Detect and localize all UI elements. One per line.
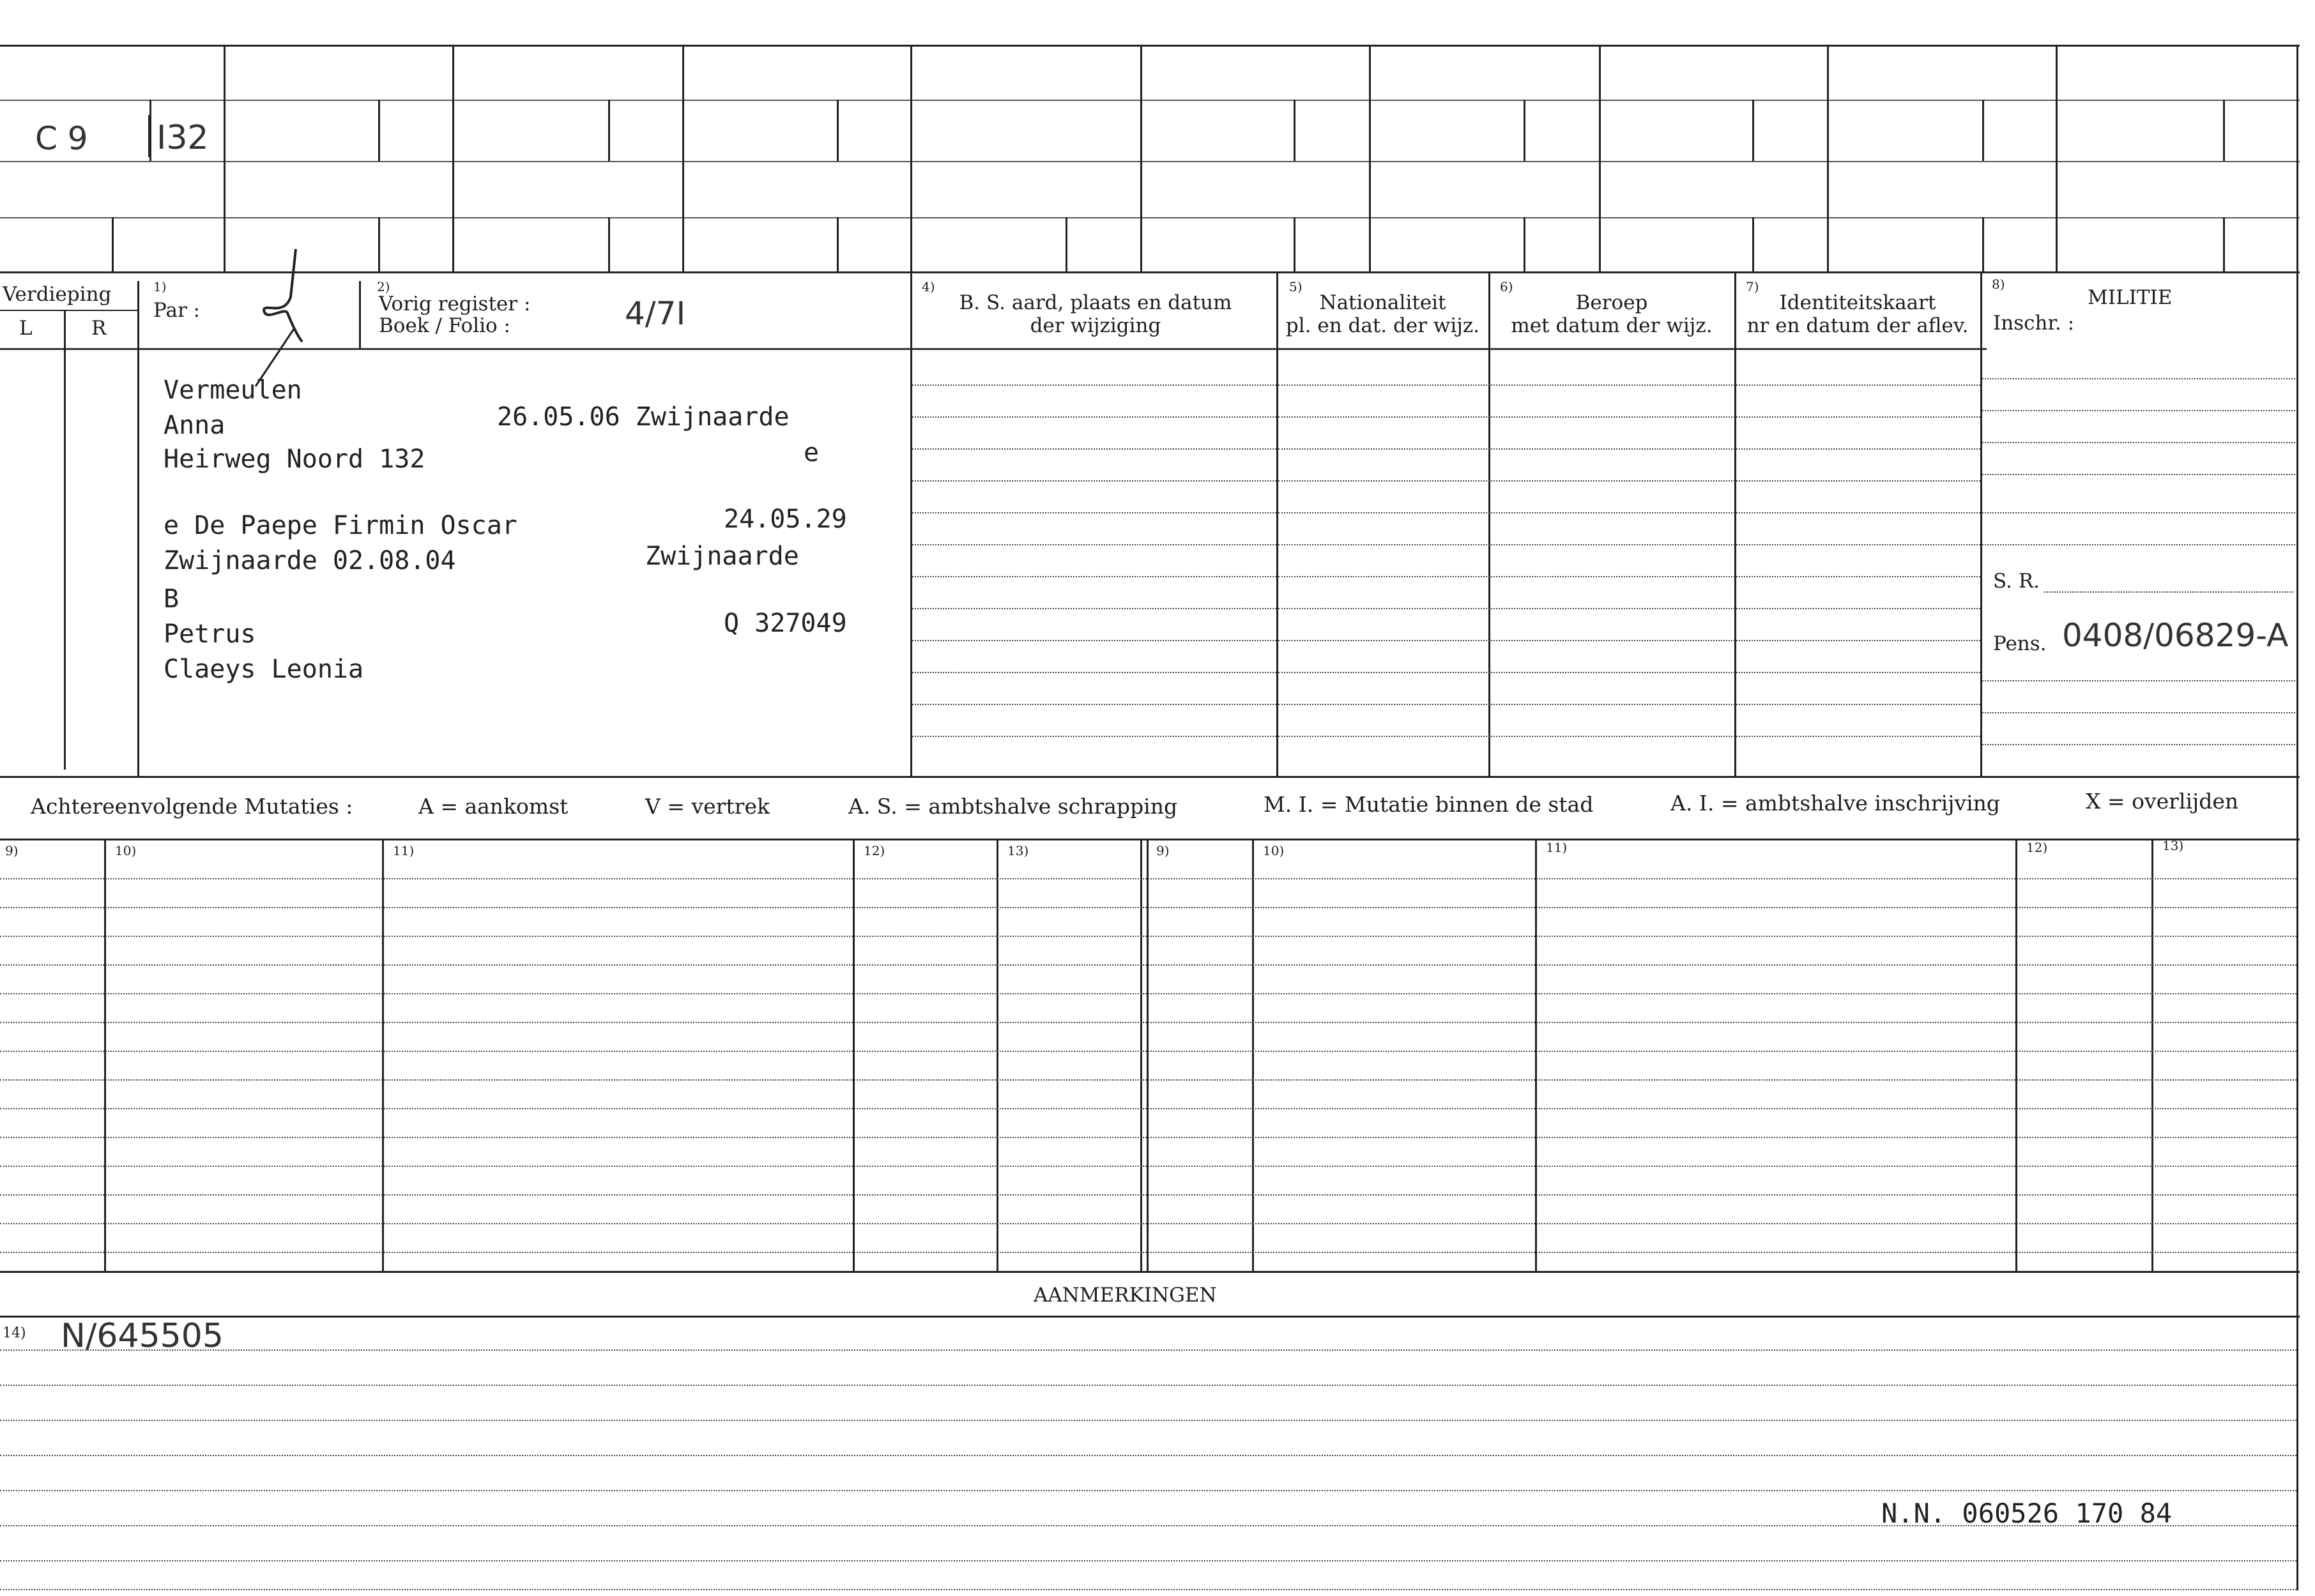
grid-row-line <box>0 100 2300 101</box>
remarks-header-line <box>0 1316 2300 1318</box>
grid-sub-line <box>1752 217 1754 271</box>
grid-sub-line <box>1524 100 1525 161</box>
remarks-dotted-line <box>0 1455 2296 1456</box>
dotted-line <box>912 640 1276 641</box>
remarks-dotted-line <box>0 1490 2296 1491</box>
vorig-label: Vorig register : <box>379 293 531 315</box>
mut-col-13: 13) <box>1007 843 1029 858</box>
mother-name: Claeys Leonia <box>164 655 364 684</box>
mut-dotted-line <box>0 1223 2296 1224</box>
dotted-line <box>912 416 1276 418</box>
dotted-line <box>1278 480 1980 482</box>
note-4: 4) <box>922 279 935 294</box>
remarks-dotted-line <box>0 1560 2296 1562</box>
id-col-line <box>1734 271 1736 776</box>
dotted-line <box>912 736 1276 737</box>
nat-header <box>1279 291 1486 337</box>
grid-sub-line <box>1524 217 1525 271</box>
note-8: 8) <box>1992 277 2005 292</box>
id-header <box>1737 291 1978 337</box>
dotted-line <box>1982 378 2295 379</box>
grid-sub-line <box>112 217 114 271</box>
dotted-line <box>1982 680 2295 681</box>
mut-col-line <box>1252 839 1254 1271</box>
dotted-line <box>912 576 1276 577</box>
note-6: 6) <box>1500 279 1513 294</box>
birth-data: 26.05.06 Zwijnaarde <box>497 402 790 432</box>
mut-dotted-line <box>0 1166 2296 1167</box>
grid-col-line <box>224 45 225 271</box>
bs-col-line <box>910 271 912 776</box>
mut-col-line <box>1535 839 1537 1271</box>
grid-col-line <box>1827 45 1829 271</box>
nn-number: N.N. 060526 170 84 <box>1881 1498 2173 1529</box>
remarks-title: AANMERKINGEN <box>1034 1284 1217 1307</box>
dotted-line <box>1278 704 1980 705</box>
mut-dotted-line <box>0 1252 2296 1253</box>
militie-label: MILITIE <box>2088 286 2173 309</box>
bs-header-line1: B. S. aard, plaats en datum <box>959 291 1232 314</box>
mut-col-9: 9) <box>5 843 19 858</box>
ber-header-line1: Beroep <box>1575 291 1648 314</box>
sr-dotted-line <box>2044 591 2293 593</box>
dotted-line <box>1982 712 2295 713</box>
grid-sub-line <box>608 100 610 161</box>
dotted-line <box>1982 410 2295 411</box>
dotted-line <box>912 512 1276 513</box>
mutaties-title: Achtereenvolgende Mutaties : <box>31 794 353 819</box>
id-number: Q 327049 <box>724 609 847 638</box>
grid-sub-line <box>837 100 839 161</box>
mut-col-12b: 12) <box>2026 840 2048 855</box>
note-2: 2) <box>377 279 390 294</box>
dotted-line <box>1278 736 1980 737</box>
grid-sub-line <box>1294 100 1295 161</box>
mut-col-12: 12) <box>864 843 885 858</box>
grid-sub-line <box>608 217 610 271</box>
mut-dotted-line <box>0 1194 2296 1196</box>
dotted-line <box>912 448 1276 450</box>
mut-col-11: 11) <box>393 843 415 858</box>
ber-header-line2: met datum der wijz. <box>1511 314 1713 337</box>
legend-overlijden: X = overlijden <box>2086 789 2239 814</box>
grid-col-line <box>910 45 912 271</box>
boek-label: Boek / Folio : <box>379 314 510 337</box>
dotted-line <box>1982 512 2295 513</box>
vorig-col-line <box>359 281 361 348</box>
grid-col-line <box>2056 45 2058 271</box>
vorig-value: 4/7I <box>625 295 686 332</box>
inschr-label: Inschr. : <box>1993 312 2075 335</box>
bs-header <box>920 291 1271 337</box>
grid-sub-line <box>1982 100 1984 161</box>
dotted-line <box>1278 608 1980 609</box>
dotted-line <box>1278 672 1980 673</box>
dotted-line <box>1982 474 2295 475</box>
mut-col-line <box>1147 839 1149 1271</box>
mut-dotted-line <box>0 1137 2296 1138</box>
mutaties-top-line <box>0 776 2300 778</box>
mut-col-line <box>2015 839 2017 1271</box>
dotted-line <box>1278 544 1980 545</box>
id-header-line2: nr en datum der aflev. <box>1746 314 1969 337</box>
legend-aankomst: A = aankomst <box>418 794 569 819</box>
register-code: C 9 <box>35 120 88 157</box>
spouse-name: e De Paepe Firmin Oscar <box>164 511 517 540</box>
note-14: 14) <box>3 1325 26 1341</box>
dotted-line <box>912 384 1276 386</box>
remarks-value: N/645505 <box>61 1317 224 1355</box>
dotted-line <box>1278 576 1980 577</box>
mut-col-line <box>104 839 106 1271</box>
civil-status: B <box>164 584 180 614</box>
marker-e: e <box>804 438 820 467</box>
grid-col-line <box>682 45 684 271</box>
legend-vertrek: V = vertrek <box>645 794 770 819</box>
id-header-line1: Identiteitskaart <box>1779 291 1936 314</box>
mut-col-10b: 10) <box>1263 843 1285 858</box>
top-grid-line <box>0 45 2300 47</box>
pens-label: Pens. <box>1993 632 2047 655</box>
dotted-line <box>912 544 1276 545</box>
ber-header <box>1491 291 1732 337</box>
grid-col-line <box>1369 45 1371 271</box>
pens-value: 0408/06829-A <box>2062 617 2289 654</box>
right-label: R <box>91 317 107 340</box>
bs-header-line2: der wijziging <box>1030 314 1161 337</box>
mut-dotted-line <box>0 907 2296 908</box>
mut-col-11b: 11) <box>1546 840 1568 855</box>
mut-dotted-line <box>0 1051 2296 1052</box>
register-number: I32 <box>157 119 209 157</box>
grid-sub-line <box>837 217 839 271</box>
mutaties-header-line <box>0 839 2300 840</box>
dotted-line <box>1278 640 1980 641</box>
dotted-line <box>1982 442 2295 443</box>
nat-header-line2: pl. en dat. der wijz. <box>1285 314 1480 337</box>
legend-inschrijving: A. I. = ambtshalve inschrijving <box>1670 791 2001 816</box>
grid-sub-line <box>2223 100 2225 161</box>
mut-dotted-line <box>0 878 2296 879</box>
firstname: Anna <box>164 411 225 440</box>
dotted-line <box>912 672 1276 673</box>
note-7: 7) <box>1746 279 1759 294</box>
grid-sub-line <box>378 217 380 271</box>
mut-col-line <box>382 839 384 1271</box>
mut-col-10: 10) <box>115 843 137 858</box>
mut-dotted-line <box>0 964 2296 966</box>
dotted-line <box>1982 744 2295 745</box>
dotted-line <box>912 480 1276 482</box>
remarks-dotted-line <box>0 1589 2296 1590</box>
marriage-place: Zwijnaarde <box>645 542 799 571</box>
dotted-line <box>912 704 1276 705</box>
grid-sub-line <box>2223 217 2225 271</box>
ber-col-line <box>1488 271 1490 776</box>
mut-col-9b: 9) <box>1156 843 1170 858</box>
mut-col-line <box>997 839 998 1271</box>
legend-schrapping: A. S. = ambtshalve schrapping <box>848 794 1178 819</box>
left-label: L <box>19 317 33 340</box>
grid-row-line <box>0 161 2300 162</box>
dotted-line <box>1278 384 1980 386</box>
grid-sub-line <box>1752 100 1754 161</box>
mut-dotted-line <box>0 1022 2296 1023</box>
note-1: 1) <box>153 279 167 294</box>
spouse-birth: Zwijnaarde 02.08.04 <box>164 546 456 575</box>
remarks-dotted-line <box>0 1385 2296 1386</box>
grid-sub-line <box>1066 217 1067 271</box>
grid-sub-line <box>1294 217 1295 271</box>
dotted-line <box>1278 448 1980 450</box>
card-right-edge <box>2296 45 2298 1590</box>
surname: Vermeulen <box>164 376 302 405</box>
grid-sub-line <box>1982 217 1984 271</box>
dotted-line <box>1278 416 1980 418</box>
address: Heirweg Noord 132 <box>164 445 425 474</box>
grid-col-line <box>1140 45 1142 271</box>
dotted-line <box>1982 544 2295 545</box>
marriage-date: 24.05.29 <box>724 505 847 534</box>
par-label: Par : <box>153 299 201 322</box>
code-separator <box>148 115 150 157</box>
verdieping-split <box>0 310 137 311</box>
mut-col-line <box>1140 839 1142 1271</box>
verdieping-label: Verdieping <box>3 283 112 306</box>
father-name: Petrus <box>164 619 256 649</box>
grid-col-line <box>1599 45 1601 271</box>
nat-col-line <box>1276 271 1278 776</box>
mut-dotted-line <box>0 1108 2296 1109</box>
par-col-line <box>137 281 139 776</box>
mut-col-13b: 13) <box>2162 838 2184 853</box>
note-5: 5) <box>1289 279 1303 294</box>
mut-dotted-line <box>0 993 2296 994</box>
mut-col-line <box>2151 839 2153 1271</box>
dotted-line <box>912 608 1276 609</box>
nat-header-line1: Nationaliteit <box>1319 291 1446 314</box>
mut-col-line <box>853 839 855 1271</box>
remarks-top-line <box>0 1271 2300 1273</box>
dotted-line <box>1278 512 1980 513</box>
remarks-dotted-line <box>0 1420 2296 1421</box>
sr-label: S. R. <box>1993 570 2040 593</box>
grid-sub-line <box>378 100 380 161</box>
remarks-dotted-line <box>0 1349 2296 1351</box>
mut-dotted-line <box>0 936 2296 937</box>
grid-row-line <box>0 217 2300 218</box>
grid-col-line <box>452 45 454 271</box>
legend-mutatie: M. I. = Mutatie binnen de stad <box>1264 792 1594 817</box>
verdieping-col-line <box>64 310 66 770</box>
militie-col-line <box>1980 271 1982 776</box>
section-divider <box>0 271 2300 273</box>
mut-dotted-line <box>0 1079 2296 1081</box>
